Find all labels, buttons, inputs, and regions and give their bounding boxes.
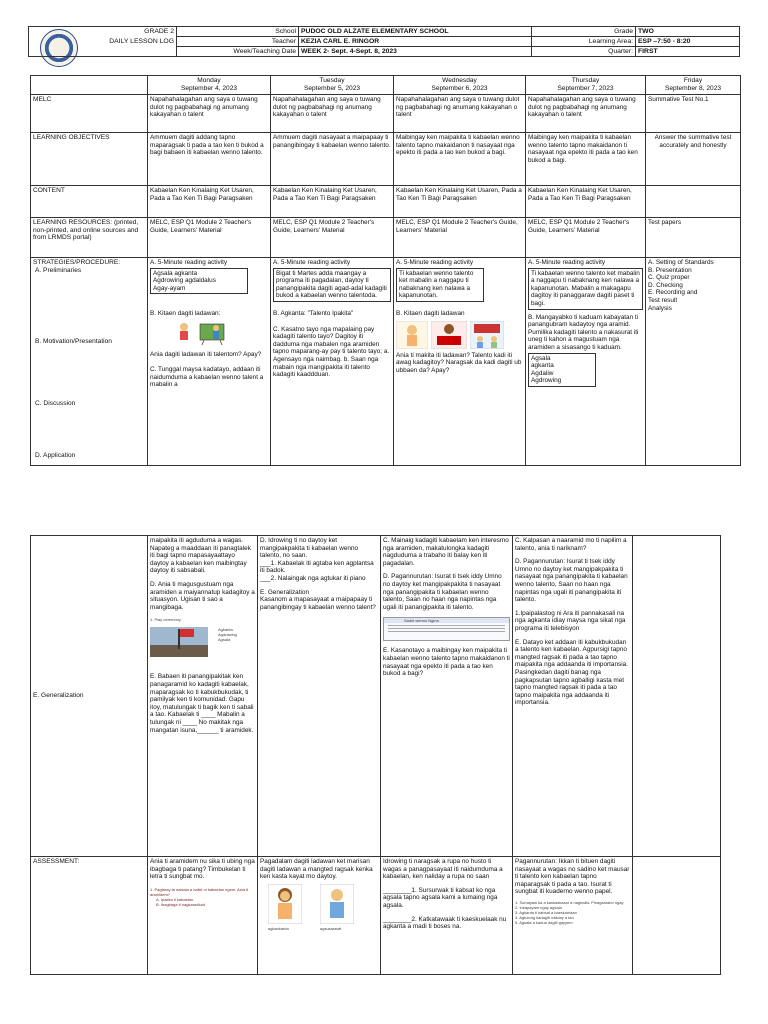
mon-box-line: Agay-ayam — [153, 284, 186, 292]
assess-mon-item: A. Ipakita ti kabaelan — [156, 896, 194, 902]
thu-box-line: Agsala — [531, 354, 551, 362]
assess-tue-picture-2 — [320, 884, 354, 932]
gen-wed-mini-table — [383, 617, 510, 641]
assess-mon-item: B. Ibagbaga ti nagkaradkad — [156, 901, 205, 907]
assess-tue-caption: agsusarawit — [320, 926, 342, 932]
mon-discussion: C. Tunggal maysa kadatayo, addaan iti naidumduma a kabaelan wenno talent a mabalin a — [150, 366, 264, 389]
day-tuesday: Tuesday September 5, 2023 — [271, 76, 394, 95]
gen-tue-item: ___1. Kabaelak iti agtaba ken agplantsa iti badok. — [260, 559, 374, 575]
child-singing-illustration-icon — [396, 321, 428, 349]
melc-tue: Napahahalagahan ang saya o tuwang dulot ng pagbabahagi ng anumang kakayahan o talent — [271, 95, 394, 133]
gen-thu-p4: E. Datayo ket addaan iti kabukbukudan a talento ken kabaelan. Agpursigi tapno mangted ragsak iti pada a tao tapno maipakita nga addaanda iti importansia. Pasingkedan dagiti banag nga pagkapsutan tapno agballigi kasta met tapno mangted ragsak iti pada a tao tapno maipakita nga addaanda iti importansia. — [515, 638, 628, 707]
strategies-wed — [394, 258, 526, 466]
gen-mon-img-options — [218, 627, 237, 642]
gen-mon-p1: maipakita iti agduduma a wagas. Napateg a maaddaan iti panagtalek iti bagi tapno mapasayaattayo daytoy a kabaelan ken maibingtay daytoy iti sabsabali. — [150, 537, 251, 575]
fri-step: E. Recording and — [648, 289, 698, 297]
resources-label: LEARNING RESOURCES: (printed, non-printed, and online sources and from LRMDS portal) — [31, 218, 148, 258]
assessment-row — [31, 857, 721, 975]
resources-tue: MELC, ESP Q1 Module 2 Teacher's Guide, Learners' Material — [271, 218, 394, 258]
thu-reading-box: Ti kabaelan wenno talento ket mabalin a naggapu ti nabaknang ken nalawa a kapanunotan. Mabalin a makagapu dagitoy iti panaggaraw dagiti paset ti bagi. — [528, 268, 643, 310]
school-value: PUDOC OLD ALZATE ELEMENTARY SCHOOL — [299, 27, 532, 37]
assess-mon-items — [150, 887, 255, 907]
wed-illustrations — [396, 321, 523, 349]
assess-mon-text: Ania ti aramidem nu sika ti ubing nga ibagbaga ti patang? Timbukelan ti letra ti sungbat mo. — [150, 858, 255, 881]
gen-mon-p2: D. Ania ti magusgustuam nga aramiden a maiyannatup kadagitoy a situasyon. Ugisan ti sao a mangibaga. — [150, 580, 255, 611]
week-label: Week/Teaching Date — [177, 47, 299, 57]
generalization-thu — [513, 536, 633, 857]
sub-application: D. Application — [35, 452, 76, 459]
assess-tue-pictures — [268, 884, 378, 932]
generalization-fri — [633, 536, 721, 857]
resources-fri: Test papers — [646, 218, 741, 258]
gen-tue-heading: E. Generalization — [260, 588, 310, 596]
mon-question: Ania dagiti ladawan iti talentom? Apay? — [150, 350, 262, 358]
day-wednesday: Wednesday September 6, 2023 — [394, 76, 526, 95]
assess-wed-p1: Idrowing ti naragsak a rupa no husto ti wagas a panagpasayaat iti naidumduma a kabaelan, ken naliday a rupa no saan — [383, 858, 503, 881]
thu-box-line: agkanta — [531, 362, 554, 370]
assess-thu-items — [515, 900, 630, 925]
resources-mon: MELC, ESP Q1 Module 2 Teacher's Guide, Learners' Material — [148, 218, 271, 258]
melc-fri: Summative Test No.1 — [646, 95, 741, 133]
assessment-thu — [513, 857, 633, 975]
melc-wed: Napahahalagahan ang saya o tuwang dulot ng pagbabahagi ng anumang kakayahan o talent — [394, 95, 526, 133]
grade-label: Grade — [532, 27, 636, 37]
tue-reading-box: Bigat ti Martes adda maangay a programa iti pagadalan, daytoy ti panangipakita dagiti agad-adal kadagiti bukod a kabaelan wenno talentoda. — [273, 268, 391, 302]
img-option: Agsala — [218, 637, 231, 643]
strategies-tue — [271, 258, 394, 466]
gen-wed-p3: E. Kasanotayo a maibingay ken maipakita ti kabaelan wenno talento tapno makaidanon ti nasayaat nga epekto iti pada a tao ken bukod a bagi? — [383, 647, 510, 678]
thu-box-line: Agdaliw — [531, 369, 554, 377]
area-label: Learning Area: — [532, 37, 636, 47]
children-drawing-illustration-icon — [174, 321, 234, 345]
strategies-fri — [646, 258, 741, 466]
assess-wed-item: ________1. Sursurwak ti kabsat ko nga agsala tapno agsala kami a lumaing nga agsala. — [383, 886, 498, 909]
assessment-wed — [381, 857, 513, 975]
wed-questions: Ania ti makita iti ladawan? Talento kadi iti awag kadagitoy? Naragsak da kadi dagiti ub ubbaen da? Apay? — [396, 351, 522, 374]
gen-thu-p1: C. Kalpasan a naaramid mo ti napilim a talento, ania ti nariknam? — [515, 537, 627, 552]
thu-reading-activity: A. 5-Minute reading activity — [528, 259, 606, 266]
gen-tue-question: Kasanom a mapasayaat a maipapaay ti panangibingay ti kabaelan wenno talent? — [260, 596, 376, 611]
resources-thu: MELC, ESP Q1 Module 2 Teacher's Guide, Learners' Material — [526, 218, 646, 258]
resources-row — [31, 218, 741, 258]
objectives-label: LEARNING OBJECTIVES — [31, 133, 148, 186]
boy-playing-illustration-icon — [320, 884, 354, 924]
day-thursday: Thursday September 7, 2023 — [526, 76, 646, 95]
melc-mon: Napahahalagahan ang saya o tuwang dulot ng pagbabahagi ng anumang kakayahan o talent — [148, 95, 271, 133]
content-tue: Kabaelan Ken Kinalaing Ket Usaren, Pada a Tao Ken Ti Bagi Paragsaken — [271, 186, 394, 218]
assess-mon-item: 1. Pagtaray ta naisala a naikit ni kabaelan ngem. Ania ti aramidem? — [150, 886, 249, 897]
assess-thu-item: 1. Sumayaw ka a kaskaskasar a nagbaliw. Pinagsarabo ngay — [515, 899, 624, 905]
grade-value: TWO — [636, 27, 740, 37]
children-class-illustration-icon — [470, 321, 504, 349]
day-monday: Monday September 4, 2023 — [148, 76, 271, 95]
assessment-fri — [633, 857, 721, 975]
grade-title: GRADE 2 — [29, 27, 177, 37]
assess-tue-text: Pagadalam dagiti ladawan ket marisan dagiti ladawan a mangted ragsak kenka ken kasta kayat mo daytoy. — [260, 858, 373, 881]
wed-kitaen: B. Kitaen dagiti ladawan — [396, 309, 465, 317]
wed-reading-box: Ti kabaelan wenno talento ket mabalin a naggapu ti nabaknang ken nalawa a kapanunotan. — [396, 268, 484, 302]
content-row — [31, 186, 741, 218]
thu-box-line: Agdrowing — [531, 377, 562, 385]
mon-box-line: Agdrowing agdaldalus — [153, 277, 216, 285]
gen-mon-p3: E. Babaen iti panangipakitak ken panagaramid ko kadagiti kabaelak, maparagsak ko ti kabukbukudak, ti pamilyak ken ti komunidad. Gapu itoy, matulungak ti bagik ken ti sabali a tao. Kabaelak ti ____ Mabalin a tulungak ni ____ No makitak nga mangatan isuna,______ ti aramidek. — [150, 673, 254, 734]
mon-box-line: Agsala agkanta — [153, 269, 198, 277]
objectives-tue: Ammuem dagiti nasayaat a maipapaay ti panangibingay ti kabaelan wenno talento. — [271, 133, 394, 186]
area-value: ESP –7:50 - 8:20 — [636, 37, 740, 47]
assess-tue-caption: agkankanta — [268, 926, 289, 932]
sub-discussion: C. Discussion — [35, 400, 76, 407]
melc-thu: Napahahalagahan ang saya o tuwang dulot ng pagbabahagi ng anumang kakayahan o talent — [526, 95, 646, 133]
day-header-row — [31, 76, 741, 95]
strategies-thu — [526, 258, 646, 466]
mini-table-title: Sadiri wenno Ngina — [384, 618, 509, 623]
content-thu: Kabaelan Ken Kinalaing Ket Usaren, Pada a Tao Ken Ti Bagi Paragsaken — [526, 186, 646, 218]
wed-reading-activity: A. 5-Minute reading activity — [396, 259, 474, 266]
school-label: School — [177, 27, 299, 37]
thu-talent-box — [528, 353, 596, 387]
log-title: DAILY LESSON LOG — [29, 37, 177, 47]
generalization-wed — [381, 536, 513, 857]
gen-mon-img-caption: 1. Play ceremony — [150, 617, 181, 623]
gen-tue-item: ___2. Nalaingak nga agtukar iti piano — [260, 574, 366, 582]
generalization-mon — [148, 536, 258, 857]
img-option: Agkanta — [218, 627, 233, 633]
child-reading-illustration-icon — [431, 321, 467, 349]
gen-thu-p3: 1.Ipaipalastog ni Ara iti pannakasali na nga agkanta idiay maysa nga sikat nga programa iti telebisyon — [515, 609, 626, 632]
assess-thu-item: 4. Agtulong kadagiti naliday a tao — [515, 914, 574, 920]
objectives-wed: Maibingay ken maipakita ti kabaelan wenno talento tapno makaidanon ti nasayaat nga epekto iti pada a tao ken bukod a bagi. — [394, 133, 526, 186]
generalization-tue — [258, 536, 381, 857]
flag-ceremony-photo-icon — [150, 627, 208, 657]
strategies-label-cell — [31, 258, 148, 466]
sub-motivation: B. Motivation/Presentation — [35, 338, 112, 345]
fri-step: B. Presentation — [648, 266, 692, 274]
strategies-row — [31, 258, 741, 466]
generalization-label: E. Generalization — [31, 536, 148, 857]
assess-thu-item: 2. Inkapayam ngay agsala — [515, 904, 562, 910]
melc-label: MELC — [31, 95, 148, 133]
quarter-value: FIRST — [636, 47, 740, 57]
content-label: CONTENT — [31, 186, 148, 218]
objectives-thu: Maibingay ken maipakita ti kabaelan wenno talento tapno makaidanon ti nasayaat nga epekto iti pada a tao ken bukod a bagi. — [526, 133, 646, 186]
gen-tue-p1: D. Idrowing ti no daytoy ket mangipakpakita ti kabaelan wenno talento, no saan. — [260, 537, 359, 560]
assess-thu-item: 3. Agkanta ti kabsat a kaeskuelaan — [515, 909, 577, 915]
mon-reading-activity: A. 5-Minute reading activity — [150, 259, 228, 266]
header-table — [28, 26, 740, 57]
lesson-table-1 — [30, 75, 741, 466]
fri-step: Analysis — [648, 304, 672, 312]
assess-wed-item: ________2. Katkatawaak ti kaeskuelaak nu agkanta a madi ti boses na. — [383, 915, 507, 931]
lesson-table-2 — [30, 535, 721, 975]
mon-talent-box — [150, 268, 248, 295]
day-friday: Friday September 8, 2023 — [646, 76, 741, 95]
fri-step: C. Quiz proper — [648, 274, 690, 282]
assess-thu-text: Pagannurutan: Ikkan ti bituen dagiti nasayaat a wagas no sadino ket mausar ti talento ken kabaelan tapno maparagsak ti pada a tao. Isurat ti sungbat iti kuaderno wenno papel. — [515, 858, 630, 896]
img-option: Agdrawing — [218, 632, 237, 638]
fri-step: A. Setting of Standards — [648, 259, 714, 266]
melc-row — [31, 95, 741, 133]
assessment-tue — [258, 857, 381, 975]
tue-agkanta: B. Agkanta: "Talento Ipakita" — [273, 309, 354, 317]
resources-wed: MELC, ESP Q1 Module 2 Teacher's Guide, Learners' Material — [394, 218, 526, 258]
objectives-row — [31, 133, 741, 186]
girl-singing-illustration-icon — [268, 884, 302, 924]
gen-wed-p1: C. Mainaig kadagiti kabaelam ken interesmo nga aramiden, makatulongka kadagiti nagduduma a trabaho iti balay ken iti pagadalan. — [383, 537, 509, 567]
strategies-mon — [148, 258, 271, 466]
objectives-fri: Answer the summative test accurately and honestly — [646, 133, 741, 186]
tue-discussion: C. Kasatno tayo nga mapalaing pay kadagiti talento tayo? Dagitoy iti dadduma nga mabalen nga aramiden tapno maparang-ay pay ti talento tayo; a. Agensayo nga naimbag. b. Saan nga mabain nga mangipakita iti talento kadagiti kaaddduan. — [273, 325, 390, 379]
sub-preliminaries: A. Preliminaries — [35, 266, 82, 274]
quarter-label: Quarter: — [532, 47, 636, 57]
fri-step: Test result — [648, 296, 678, 304]
teacher-value: KEZIA CARL E. RINGOR — [299, 37, 532, 47]
mon-kitaen: B. Kitaen dagiti ladawan: — [150, 310, 221, 318]
tue-reading-activity: A. 5-Minute reading activity — [273, 259, 351, 266]
gen-wed-p2: D. Pagannurutan: Isurat ti tsek iddy Umno no daytoy ket mangipakpakita ti nasayaat nga panangipakita ti kabaelan wenno talento, Saan no haan nga napintas nga ugali iti panangipakita iti talento. — [383, 573, 502, 611]
generalization-row — [31, 536, 721, 857]
gen-thu-p2: D. Pagannurutan: Isurat ti tsek iddy Umno no daytoy ket mangipakpakita ti nasayaat nga panangipakita ti kabaelan wenno talento, Saan no haan nga napintas nga ugali iti panangipakita iti talento. — [515, 558, 628, 604]
content-fri — [646, 186, 741, 218]
gen-mon-picture — [150, 617, 255, 667]
content-mon: Kabaelan Ken Kinalaing Ket Usaren, Pada a Tao Ken Ti Bagi Paragsaken — [148, 186, 271, 218]
fri-step: D. Checking — [648, 281, 683, 289]
objectives-mon: Ammuem dagiti addang tapno maparagsak ti pada a tao ken ti bukod a bagi babaen iti kabaelan wenno talento. — [148, 133, 271, 186]
mon-illustrations — [174, 321, 268, 348]
teacher-label: Teacher — [177, 37, 299, 47]
assess-tue-picture-1 — [268, 884, 302, 932]
content-wed: Kabaelan Ken Kinalaing Ket Usaren, Pada a Tao Ken Ti Bagi Paragsaken — [394, 186, 526, 218]
assessment-mon — [148, 857, 258, 975]
strategies-label: STRATEGIES/PROCEDURE: — [33, 259, 121, 266]
assessment-label: ASSESSMENT: — [31, 857, 148, 975]
assess-thu-item: 5. Agsala a kadua dagiti gayyem — [515, 919, 573, 925]
week-value: WEEK 2- Sept. 4-Sept. 8, 2023 — [299, 47, 532, 57]
thu-activity: B. Mangayabko ti kaduam kabayatan ti panangubram kadaytoy nga aramid. Pumilika kadagiti talento a nakasurat iti uneg ti kahon a magustuam nga aramiden a sisasango ti kaduam. — [528, 313, 639, 351]
